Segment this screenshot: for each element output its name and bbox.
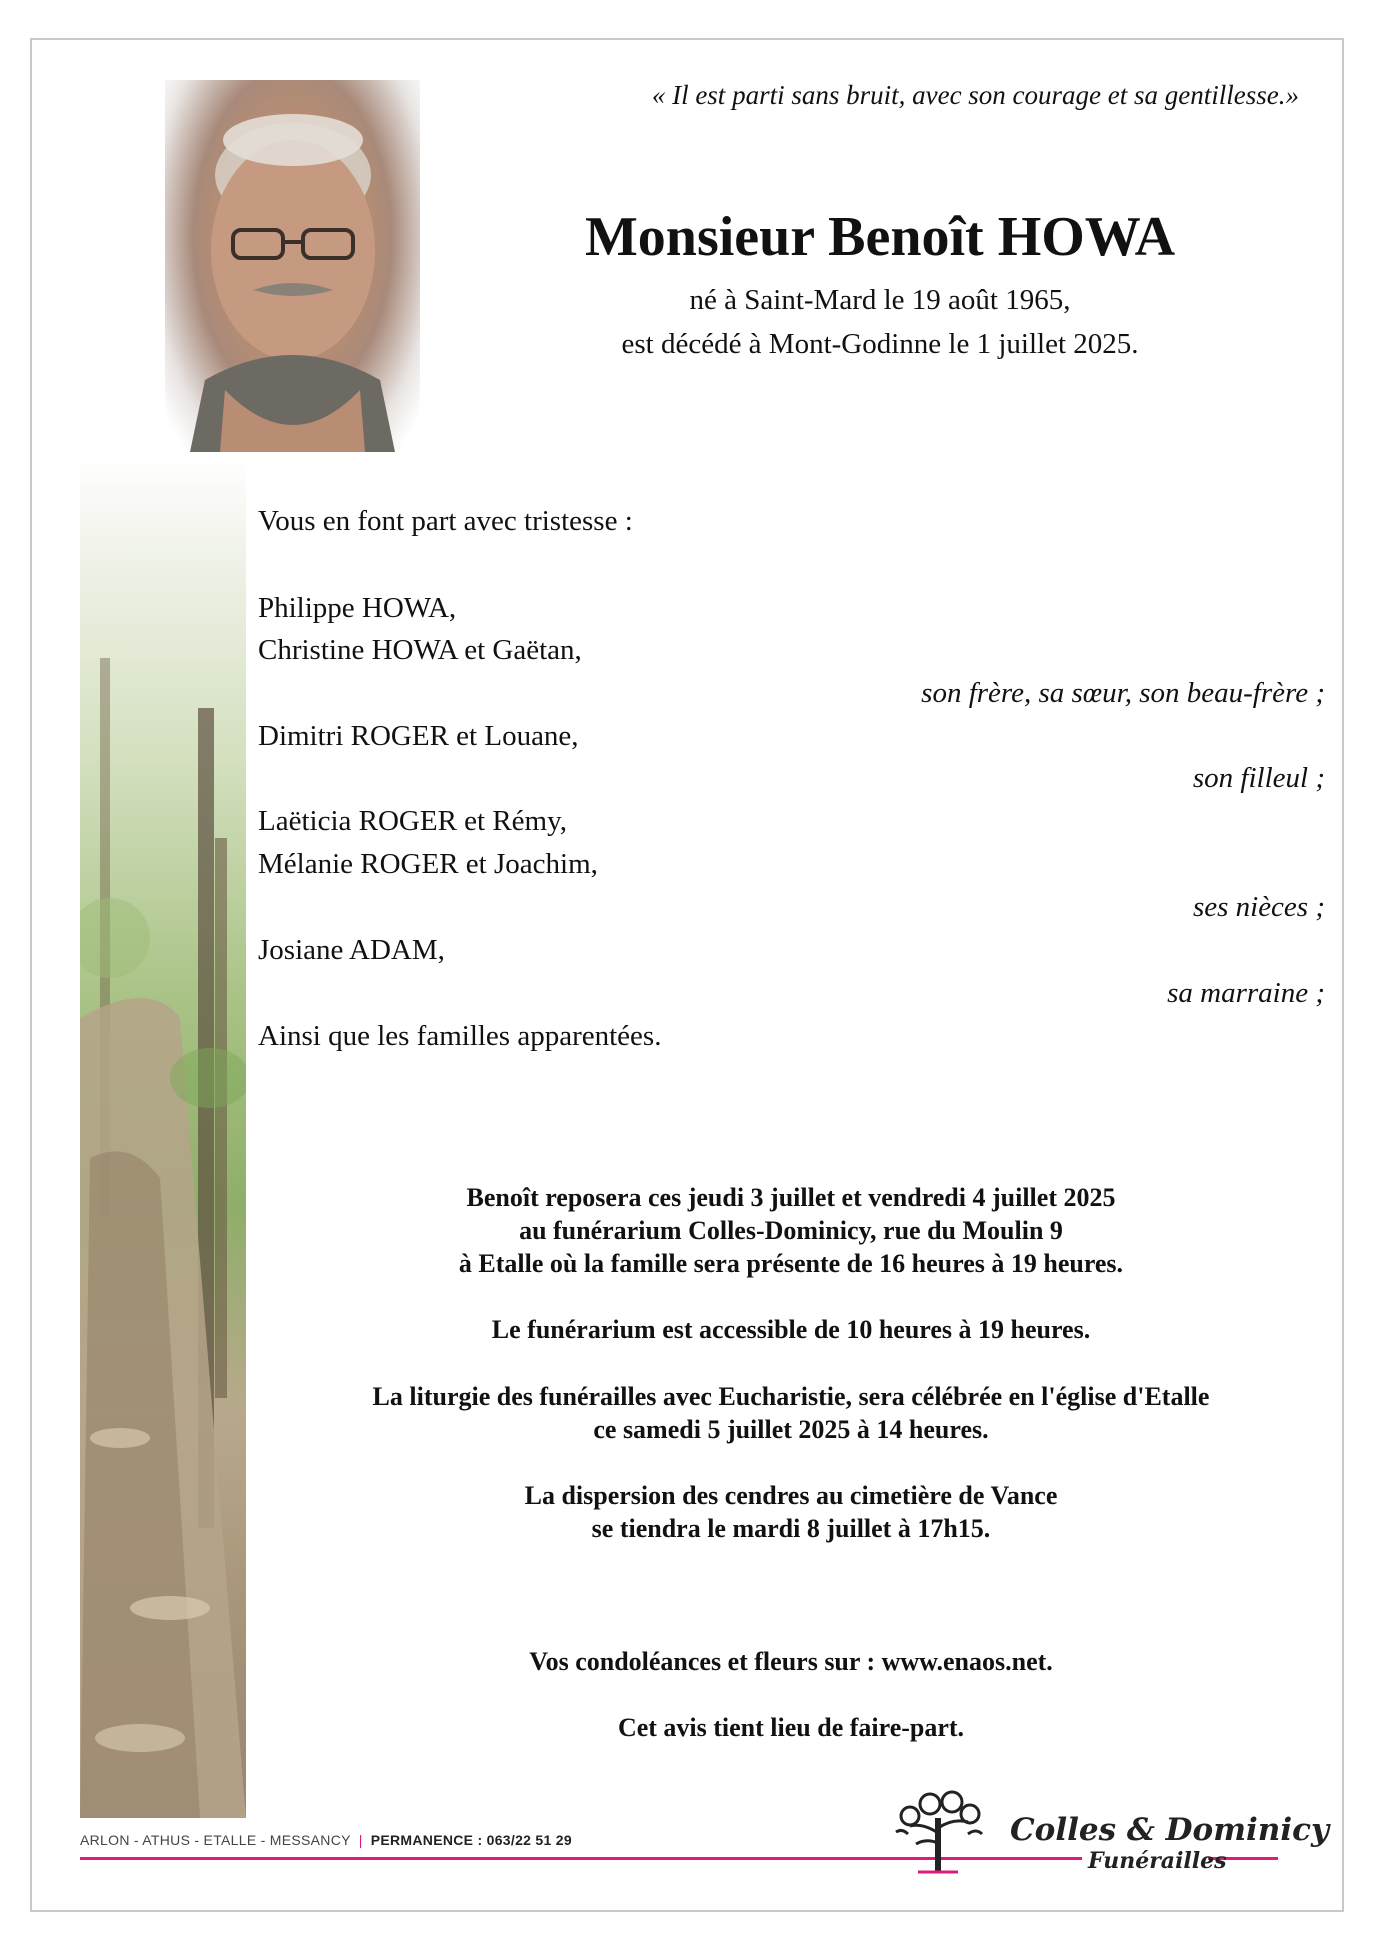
family-line: Laëticia ROGER et Rémy, (258, 805, 567, 837)
brand-name: Colles & Dominicy (1010, 1812, 1329, 1848)
footer-separator: | (358, 1832, 363, 1848)
family-line: Mélanie ROGER et Joachim, (258, 848, 598, 880)
relationship-label: son filleul ; (1192, 762, 1325, 794)
intro-text: Vous en font part avec tristesse : (258, 505, 633, 537)
relationship-label: ses nièces ; (1192, 891, 1325, 923)
family-line: Philippe HOWA, (258, 592, 457, 624)
birth-line: né à Saint-Mard le 19 août 1965, (689, 284, 1071, 316)
footer-contact (80, 1832, 572, 1848)
liturgy-line: ce samedi 5 juillet 2025 à 14 heures. (593, 1415, 989, 1444)
family-line: Josiane ADAM, (258, 934, 445, 966)
relationship-label: sa marraine ; (1167, 977, 1325, 1009)
epitaph-quote: « Il est parti sans bruit, avec son courage et sa gentillesse.» (651, 80, 1299, 110)
footer-locations: ARLON - ATHUS - ETALLE - MESSANCY (80, 1832, 351, 1848)
forest-path-image (80, 458, 246, 1818)
family-line: Ainsi que les familles apparentées. (258, 1020, 662, 1052)
relationship-label: son frère, sa sœur, son beau-frère ; (921, 677, 1325, 709)
ashes-line: La dispersion des cendres au cimetière de Vance (524, 1481, 1058, 1510)
liturgy-line: La liturgie des funérailles avec Eucharistie, sera célébrée en l'église d'Etalle (372, 1382, 1210, 1411)
notice-line: Cet avis tient lieu de faire-part. (617, 1713, 965, 1742)
visitation-line: Benoît reposera ces jeudi 3 juillet et vendredi 4 juillet 2025 (466, 1183, 1116, 1212)
family-line: Christine HOWA et Gaëtan, (258, 634, 582, 666)
family-line: Dimitri ROGER et Louane, (258, 720, 579, 752)
deceased-name: Monsieur Benoît HOWA (584, 206, 1176, 268)
portrait-photo (165, 80, 420, 452)
funerarium-hours: Le funérarium est accessible de 10 heures à 19 heures. (491, 1315, 1091, 1344)
visitation-line: à Etalle où la famille sera présente de 16 heures à 19 heures. (458, 1249, 1124, 1278)
brand-subtitle: Funérailles (1088, 1848, 1227, 1874)
condolences-line: Vos condoléances et fleurs sur : www.enaos.net. (529, 1647, 1053, 1676)
death-line: est décédé à Mont-Godinne le 1 juillet 2025. (621, 328, 1139, 360)
visitation-line: au funérarium Colles-Dominicy, rue du Moulin 9 (519, 1216, 1063, 1245)
ashes-line: se tiendra le mardi 8 juillet à 17h15. (591, 1514, 991, 1543)
footer-permanence: PERMANENCE : 063/22 51 29 (370, 1832, 572, 1848)
tree-logo-icon (888, 1788, 988, 1874)
